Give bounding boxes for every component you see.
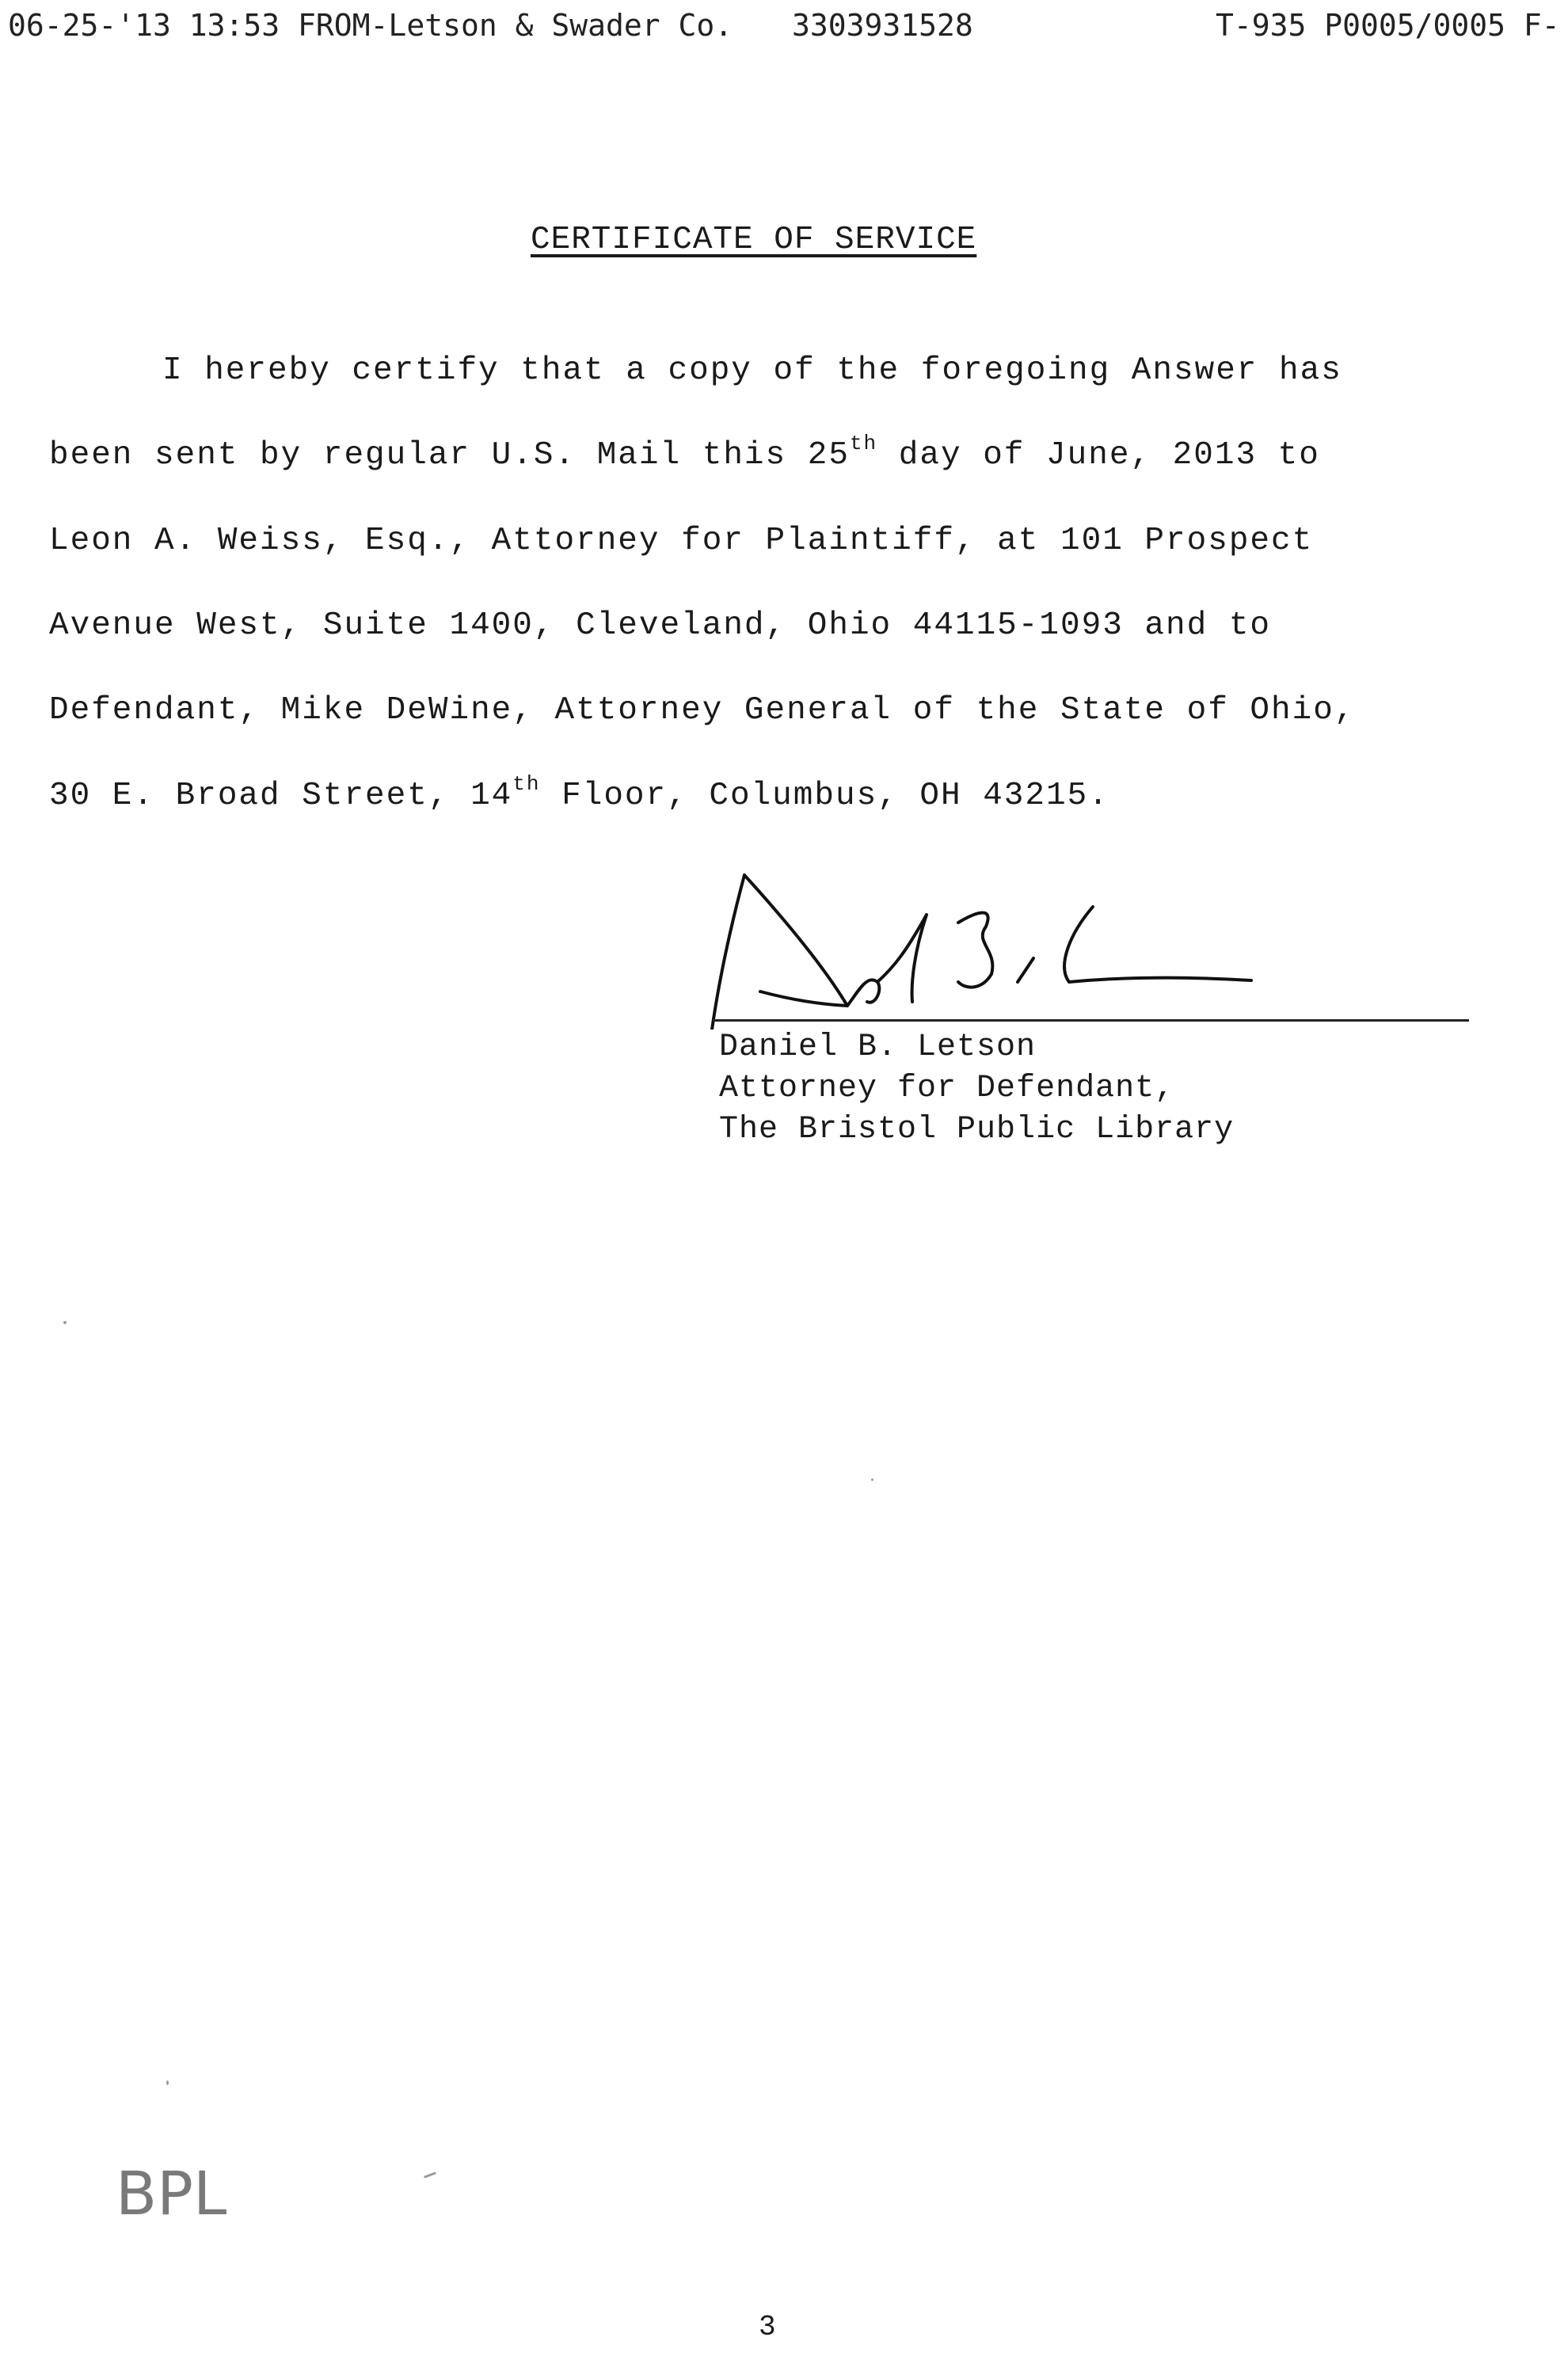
body-line-1: I hereby certify that a copy of the foregoing Answer has	[162, 352, 1342, 389]
body-line-5: Defendant, Mike DeWine, Attorney General of the State of Ohio,	[49, 692, 1356, 729]
scan-speck	[63, 1321, 67, 1324]
bpl-watermark: BPL	[116, 2158, 227, 2228]
signer-organization: The Bristol Public Library	[719, 1112, 1235, 1148]
fax-header-sender: 06-25-'13 13:53 FROM-Letson & Swader Co.	[8, 8, 733, 43]
scan-speck	[166, 2080, 169, 2085]
fax-header-phone: 3303931528	[792, 8, 973, 43]
handwritten-signature	[697, 871, 1267, 1030]
signer-role: Attorney for Defendant,	[719, 1071, 1175, 1106]
scan-speck	[871, 1479, 873, 1481]
scan-speck	[424, 2171, 436, 2178]
page-number: 3	[759, 2311, 776, 2343]
body-line-2: been sent by regular U.S. Mail this 25th day of June, 2013 to	[49, 432, 1320, 474]
signature-line	[713, 1019, 1469, 1022]
fax-header	[0, 8, 1568, 55]
signer-name: Daniel B. Letson	[719, 1030, 1037, 1065]
document-title: CERTIFICATE OF SERVICE	[531, 222, 977, 258]
body-line-3: Leon A. Weiss, Esq., Attorney for Plaintiff, at 101 Prospect	[49, 523, 1314, 559]
body-line-6: 30 E. Broad Street, 14th Floor, Columbus, OH 43215.	[49, 772, 1109, 814]
fax-header-page-info: T-935 P0005/0005 F-	[1216, 8, 1560, 43]
body-line-4: Avenue West, Suite 1400, Cleveland, Ohio 44115-1093 and to	[49, 607, 1272, 644]
